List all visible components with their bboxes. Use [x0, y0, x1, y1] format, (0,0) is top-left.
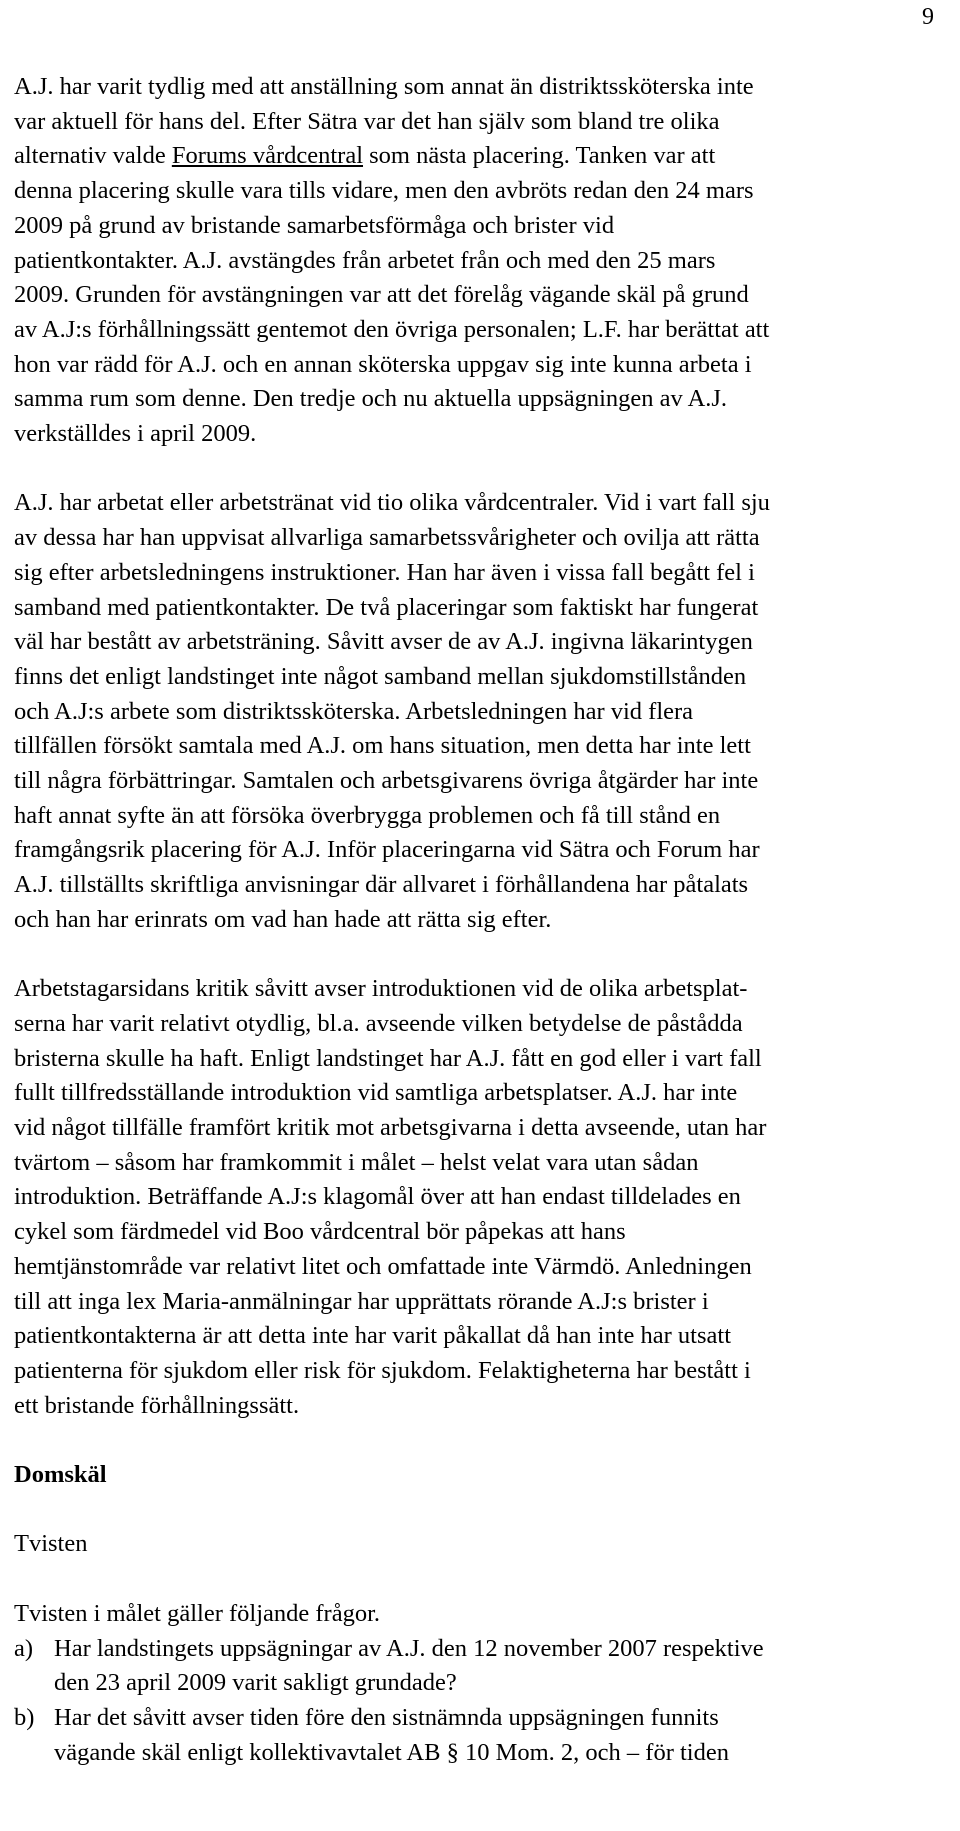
- text-line: ett bristande förhållningssätt.: [14, 1391, 300, 1419]
- text-line: fullt tillfredsställande introduktion vid samtliga arbetsplatser. A.J. har inte: [14, 1079, 738, 1107]
- text-line: och han har erinrats om vad han hade att rätta sig efter.: [14, 905, 552, 933]
- text-line: vägande skäl enligt kollektivavtalet AB § 10 Mom. 2, och – för tiden: [54, 1738, 729, 1766]
- text-line: väl har bestått av arbetsträning. Såvitt avser de av A.J. ingivna läkarintygen: [14, 628, 753, 656]
- list-marker: b): [14, 1703, 35, 1731]
- page-number: 9: [922, 4, 934, 30]
- text-line: finns det enligt landstinget inte något samband mellan sjukdomstillstånden: [14, 662, 747, 690]
- text-line: av dessa har han uppvisat allvarliga samarbetssvårigheter och ovilja att rätta: [14, 524, 760, 552]
- list-item-body: [54, 1701, 954, 1770]
- paragraph-2: [14, 486, 954, 937]
- text-line: A.J. har varit tydlig med att anställning som annat än distriktssköterska inte: [14, 73, 754, 100]
- list-item: [14, 1701, 954, 1770]
- text-line: hemtjänstområde var relativt litet och omfattade inte Värmdö. Anledningen: [14, 1252, 752, 1280]
- text-line: A.J. tillställts skriftliga anvisningar där allvaret i förhållandena har påtalats: [14, 871, 749, 899]
- question-list: [14, 1632, 954, 1771]
- paragraph-3: [14, 972, 954, 1423]
- text-line: Arbetstagarsidans kritik såvitt avser introduktionen vid de olika arbetsplat-: [14, 975, 748, 1003]
- list-marker: a): [14, 1634, 34, 1662]
- text-line: hon var rädd för A.J. och en annan sköterska uppgav sig inte kunna arbeta i: [14, 350, 752, 378]
- section-heading: Domskäl: [14, 1461, 107, 1489]
- text-line: denna placering skulle vara tills vidare, men den avbröts redan den 24 mars: [14, 177, 754, 205]
- text-line: patientkontakter. A.J. avstängdes från arbetet från och med den 25 mars: [14, 246, 716, 274]
- section-subheading: Tvisten: [14, 1530, 88, 1558]
- text-line: serna har varit relativt otydlig, bl.a. avseende vilken betydelse de påstådda: [14, 1009, 743, 1037]
- text-line: bristerna skulle ha haft. Enligt landstinget har A.J. fått en god eller i vart fall: [14, 1044, 762, 1072]
- text-line: introduktion. Beträffande A.J:s klagomål över att han endast tilldelades en: [14, 1183, 741, 1211]
- text-line: och A.J:s arbete som distriktssköterska. Arbetsledningen har vid flera: [14, 697, 694, 725]
- list-item-body: [54, 1632, 954, 1701]
- text-line: sig efter arbetsledningens instruktioner. Han har även i vissa fall begått fel i: [14, 558, 755, 586]
- text-line: haft annat syfte än att försöka överbrygga problemen och få till stånd en: [14, 801, 721, 829]
- text-line: patientkontakterna är att detta inte har varit påkallat då han inte har utsatt: [14, 1322, 732, 1350]
- text-line: var aktuell för hans del. Efter Sätra var det han själv som bland tre olika: [14, 107, 720, 135]
- text-line: Har det såvitt avser tiden före den sistnämnda uppsägningen funnits: [54, 1703, 719, 1731]
- text-line: verkställdes i april 2009.: [14, 420, 257, 448]
- text-line: Har landstingets uppsägningar av A.J. den 12 november 2007 respektive: [54, 1634, 764, 1662]
- text-line: tillfällen försökt samtala med A.J. om hans situation, men detta har inte lett: [14, 732, 751, 760]
- text-line: till några förbättringar. Samtalen och arbetsgivarens övriga åtgärder har inte: [14, 767, 759, 795]
- text-line: [14, 139, 954, 174]
- text-line: av A.J:s förhållningssätt gentemot den övriga personalen; L.F. har berättat att: [14, 315, 770, 343]
- text-line: tvärtom – såsom har framkommit i målet – helst velat vara utan sådan: [14, 1148, 699, 1176]
- text-line: A.J. har arbetat eller arbetstränat vid tio olika vårdcentraler. Vid i vart fall sju: [14, 489, 770, 517]
- text-line: samma rum som denne. Den tredje och nu aktuella uppsägningen av A.J.: [14, 385, 728, 413]
- text-line: patienterna för sjukdom eller risk för sjukdom. Felaktigheterna har bestått i: [14, 1356, 751, 1384]
- text-line: den 23 april 2009 varit sakligt grundade?: [54, 1669, 457, 1697]
- text-line: vid något tillfälle framfört kritik mot arbetsgivarna i detta avseende, utan har: [14, 1114, 767, 1142]
- text-line: framgångsrik placering för A.J. Inför placeringarna vid Sätra och Forum har: [14, 836, 760, 864]
- text-line: till att inga lex Maria-anmälningar har upprättats rörande A.J:s brister i: [14, 1287, 709, 1315]
- text-line: 2009. Grunden för avstängningen var att det förelåg vägande skäl på grund: [14, 281, 749, 309]
- document-body: [14, 70, 954, 1770]
- text-line: samband med patientkontakter. De två placeringar som faktiskt har fungerat: [14, 593, 759, 621]
- text-segment: alternativ valde: [14, 142, 172, 170]
- text-line: cykel som färdmedel vid Boo vårdcentral bör påpekas att hans: [14, 1218, 626, 1246]
- text-line: 2009 på grund av bristande samarbetsförmåga och brister vid: [14, 211, 615, 239]
- underlined-term: Forums vårdcentral: [171, 142, 364, 170]
- list-item: [14, 1632, 954, 1701]
- list-intro: Tvisten i målet gäller följande frågor.: [14, 1599, 381, 1627]
- paragraph-1: [14, 70, 954, 452]
- text-segment: som nästa placering. Tanken var att: [363, 142, 716, 170]
